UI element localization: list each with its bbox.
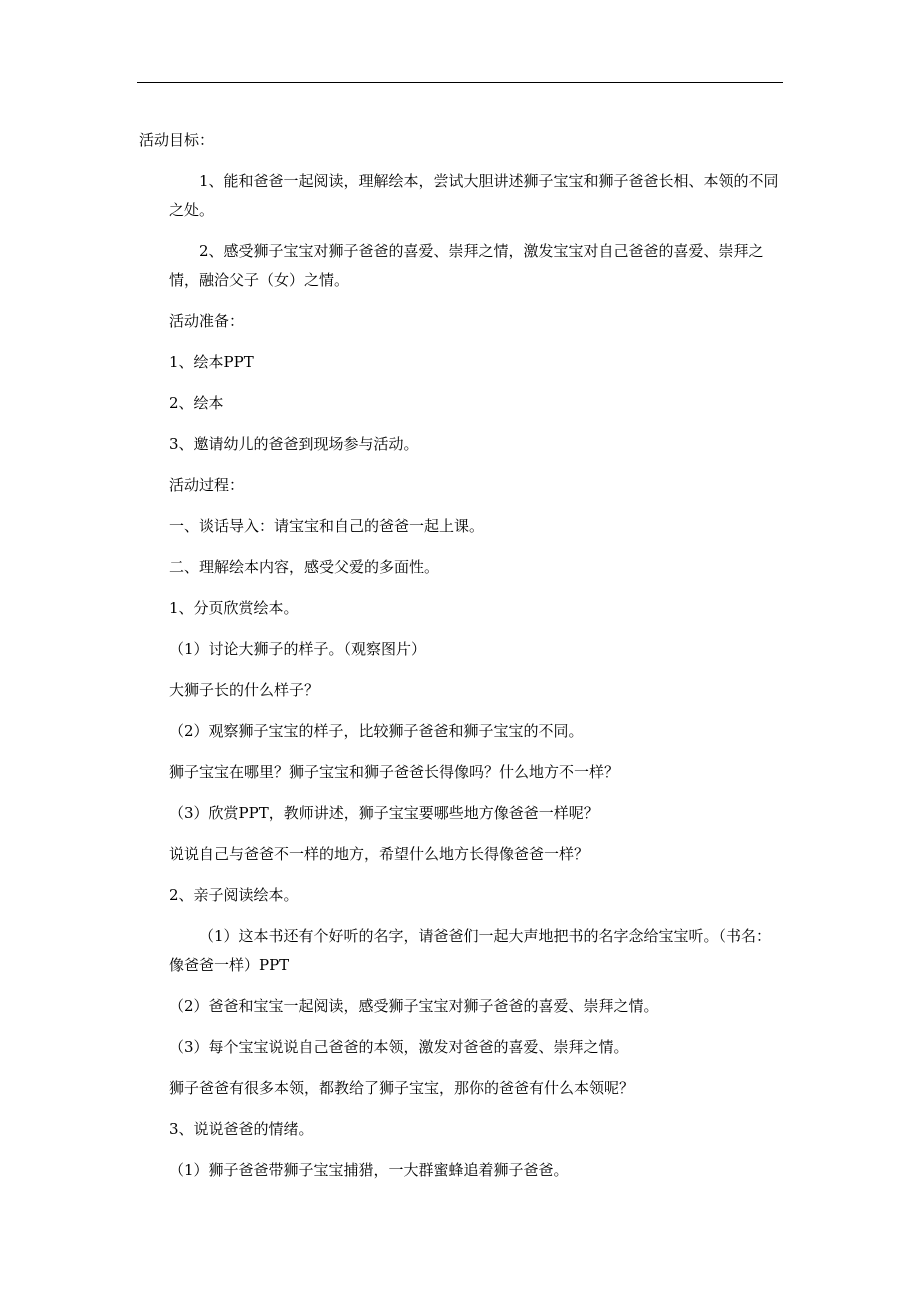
paragraph-item-3-1: （1）狮子爸爸带狮子宝宝捕猎，一大群蜜蜂追着狮子爸爸。 [169, 1161, 569, 1179]
paragraph-step-1: 一、谈话导入：请宝宝和自己的爸爸一起上课。 [169, 517, 485, 535]
paragraph-substep-1: 1、分页欣赏绘本。 [169, 599, 299, 617]
paragraph-item-2-2: （2）爸爸和宝宝一起阅读，感受狮子宝宝对狮子爸爸的喜爱、崇拜之情。 [169, 997, 659, 1015]
paragraph-item-2-1: （1）这本书还有个好听的名字，请爸爸们一起大声地把书的名字念给宝宝听。（书名：像爸爸一样）PPT [169, 927, 772, 974]
heading-activity-goals: 活动目标： [139, 131, 215, 149]
header-rule [137, 82, 783, 83]
paragraph-question-1: 大狮子长的什么样子？ [169, 681, 320, 699]
heading-activity-preparation: 活动准备： [169, 312, 245, 330]
paragraph-question-4: 狮子爸爸有很多本领，都教给了狮子宝宝，那你的爸爸有什么本领呢？ [169, 1079, 635, 1097]
document-body [139, 126, 784, 1185]
paragraph-substep-2: 2、亲子阅读绘本。 [169, 886, 299, 904]
paragraph-prep-2: 2、绘本 [169, 394, 224, 412]
paragraph-goal-1: 1、能和爸爸一起阅读，理解绘本，尝试大胆讲述狮子宝宝和狮子爸爸长相、本领的不同之处。 [169, 172, 779, 219]
paragraph-item-1-3: （3）欣赏PPT，教师讲述，狮子宝宝要哪些地方像爸爸一样呢？ [169, 804, 599, 822]
paragraph-item-2-3: （3）每个宝宝说说自己爸爸的本领，激发对爸爸的喜爱、崇拜之情。 [169, 1038, 629, 1056]
paragraph-goal-2: 2、感受狮子宝宝对狮子爸爸的喜爱、崇拜之情，激发宝宝对自己爸爸的喜爱、崇拜之情，融洽父子（女）之情。 [169, 242, 764, 289]
paragraph-prep-3: 3、邀请幼儿的爸爸到现场参与活动。 [169, 435, 419, 453]
paragraph-prep-1: 1、绘本PPT [169, 353, 254, 371]
paragraph-question-3: 说说自己与爸爸不一样的地方，希望什么地方长得像爸爸一样？ [169, 845, 590, 863]
paragraph-step-2: 二、理解绘本内容，感受父爱的多面性。 [169, 558, 440, 576]
heading-activity-process: 活动过程： [169, 476, 245, 494]
paragraph-item-1-1: （1）讨论大狮子的样子。（观察图片） [169, 640, 427, 658]
paragraph-substep-3: 3、说说爸爸的情绪。 [169, 1120, 314, 1138]
paragraph-question-2: 狮子宝宝在哪里？狮子宝宝和狮子爸爸长得像吗？什么地方不一样？ [169, 763, 620, 781]
paragraph-item-1-2: （2）观察狮子宝宝的样子，比较狮子爸爸和狮子宝宝的不同。 [169, 722, 584, 740]
